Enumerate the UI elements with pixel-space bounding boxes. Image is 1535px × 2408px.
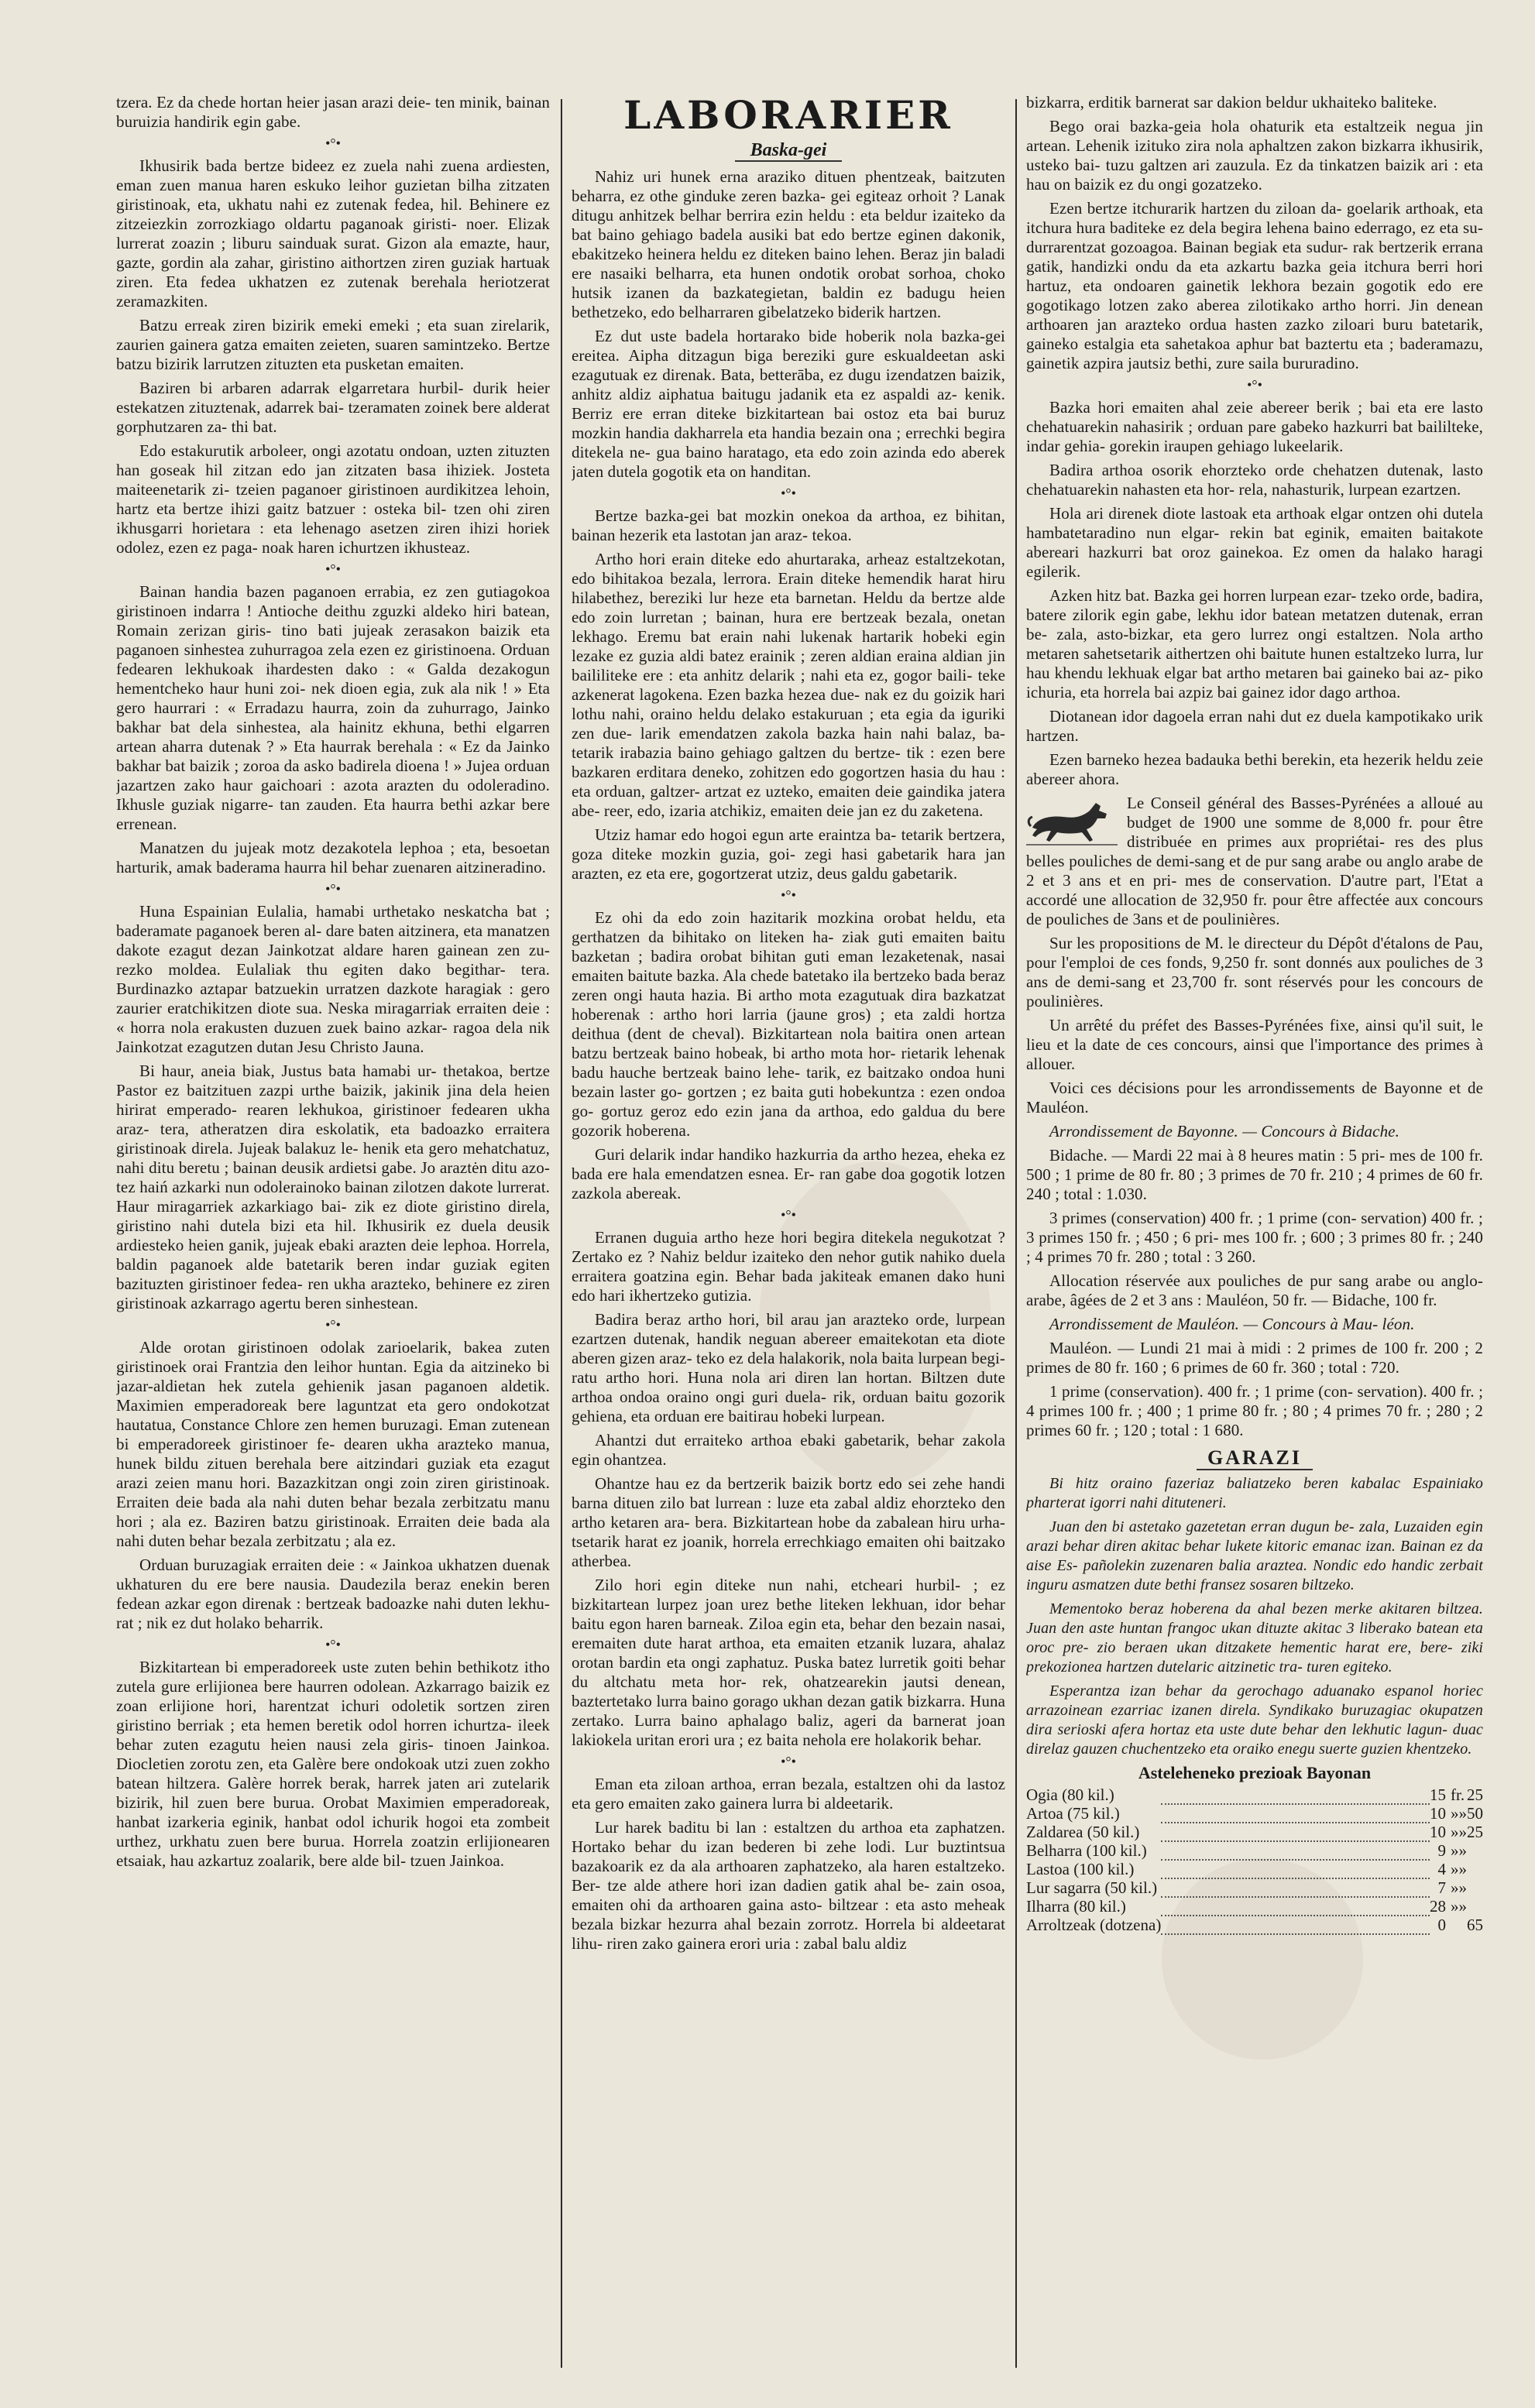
paragraph: Diotanean idor dagoela erran nahi dut ez duela kampotikako urik hartzen. xyxy=(1026,707,1483,745)
separator: •°• xyxy=(781,1754,796,1769)
price-cents xyxy=(1467,1897,1483,1916)
price-unit: fr. xyxy=(1451,1785,1465,1804)
paragraph: Orduan buruzagiak erraiten deie : « Jainkoa ukhatzen duenak ukhaturen du ere bere nausia. Daudezila beraz enekin beren fedean azkar egon direnak : bertzeak badoazke nahi duten lekhu- rat ; nik ez dut holako beharrik. xyxy=(116,1556,550,1632)
price-row xyxy=(1026,1897,1483,1916)
paragraph: Lur harek baditu bi lan : estaltzen du arthoa eta zaphatzen. Hortako behar du izan bederen bi zehe lodi. Lur buztintsua bazakoarik ez da ala arthoaren zaphatzeko, ala haren estaltzeko. Ber- tze alde athere hori izan dadien gatik ahal be- zain osoa, emaiten ohi da arthoaren gaina asto- biltzear : eta asto meheak bezala bizkar hezurra ahal bezain zorrotz. Horrela bi aldeetarat lihu- riren zako gainera erori uria : zabal balu aldiz xyxy=(572,1818,1005,1953)
price-unit: »» xyxy=(1451,1897,1467,1916)
paragraph: Juan den bi astetako gazetetan erran dugun be- zala, Luzaiden egin arazi behar diren akitac behar lukete kitoric emanac izan. Bainan ez da aise Es- pañolekin zuzenaren balia araztea. Nondic edo handic zerbait inguru asmatzen dute bethi fransez sosaren biltzeko. xyxy=(1026,1518,1483,1593)
paragraph: Ikhusirik bada bertze bideez ez zuela nahi zuena ardiesten, eman zuen manua haren eskuko leihor guzietan bilha zitzaten giristinoak, eta, ukhatu nahi ez zutenak fedea, hil. Behinere ez zitzeiezkin zorrozkiago oldartu paganoak giristi- noer. Elizak lurrerat zoazin ; liburu sainduak surat. Gizon ala emazte, haur, gazte, gordin ala zahar, giristino aithortzen ziren guziak hartuak ziren. Eta fedea ukhatzen ez zutenak berehala heriotzerat zeramazkiten. xyxy=(116,156,550,310)
price-item-name: Lastoa (100 kil.) xyxy=(1026,1860,1135,1878)
separator: •°• xyxy=(325,881,341,897)
paragraph: Hola ari direnek diote lastoak eta arthoak elgar ontzen ohi dutela hambatetaradino nun elgar- rekin bat eginik, emaiten baitakote abereari hazkurri bat oroz gainekoa. Ez omen da halako haragi egilerik. xyxy=(1026,504,1483,581)
paragraph: Azken hitz bat. Bazka gei horren lurpean ezar- tzeko orde, badira, batere zilorik egin gabe, lekhu idor batean metatzen dutenak, erran be- zala, asto-bizkar, eta gero lurrez ongi estaltzen. Nola artho metaren sahetsetarik aithertzen ohi baitute hunen estaltzeko lurra, lur hau khendu lekhuak elgar bat artho metaren bai gaineko bai az- piko ichuria, eta horrela bai azpiz bai gainez idor dago arthoa. xyxy=(1026,586,1483,701)
paragraph: Manatzen du jujeak motz dezakotela lephoa ; eta, besoetan harturik, amak baderama haurra hil behar zuenaren aitzineradino. xyxy=(116,839,550,876)
paragraph: Batzu erreak ziren bizirik emeki emeki ; eta suan zirelarik, zaurien gainera gatza emaiten zeieten, suaren samintzeko. Bertze batzu bizirik larrutzen zituzten eta pusketan emaiten. xyxy=(116,316,550,373)
price-row xyxy=(1026,1916,1483,1934)
price-item-name: Arroltzeak (dotzena) xyxy=(1026,1916,1162,1934)
leader-dots xyxy=(1161,1785,1430,1804)
article-subhead xyxy=(572,139,1005,161)
paragraph: Huna Espainian Eulalia, hamabi urthetako neskatcha bat ; baderamate paganoek beren al- dare baten aitzinera, eta manatzen dakote ezagut dezan Jainkotzat aldare haren gainean zen zu- rezko moldea. Eulaliak thu egiten dako begithar- tera. Burdinazko aztapar batzuekin urratzen dazkote haragiak : gero zaurier eratchikitzen diote sua. Neska miragarriak erraiten deie : « horra nola erakusten duzuen zuek baino azkar- ragoa dela nik Jainkotzat ezagutzen dutan Jesu Christo Jauna. xyxy=(116,902,550,1056)
price-row xyxy=(1026,1860,1483,1878)
notice-paragraph: Bidache. — Mardi 22 mai à 8 heures matin : 5 pri- mes de 100 fr. 500 ; 1 prime de 80 fr. 80 ; 3 primes de 70 fr. 210 ; 4 primes de 60 fr. 240 ; total : 1.030. xyxy=(1026,1146,1483,1203)
price-row xyxy=(1026,1878,1483,1897)
price-item-name: Lur sagarra (50 kil.) xyxy=(1026,1878,1158,1897)
price-value: 15 xyxy=(1430,1785,1446,1804)
price-value: 10 xyxy=(1430,1823,1446,1841)
paragraph: Ez dut uste badela hortarako bide hoberik nola bazka-gei ereitea. Aipha ditzagun biga bereziki gure eskualdeetan aski ezagutuak ez direnak. Bata, betterāba, ez dugu izendatzen baizik, anhitz aldiz aiphatua baitugu jadanik eta ez aspaldi az- kenik. Berriz ere erran diteke bizkitartean bai ostoz eta bai buruz mozkin handia dakharrela eta handia bezain ona ; errechki begira ditekela ne- gua baino haratago, eta edo zoin azinda edo aberek jaten dutela gogotik eta on handitan. xyxy=(572,327,1005,481)
paragraph: Bazka hori emaiten ahal zeie abereer berik ; bai eta ere lasto chehatuarekin nahasirik ; orduan pare gabeko hazkurri bat baililteke, indar gehia- gorekin iraupen gehiago lukeelarik. xyxy=(1026,398,1483,455)
column-right xyxy=(1026,93,1483,2385)
price-cents xyxy=(1467,1841,1483,1860)
price-cents xyxy=(1467,1860,1483,1878)
separator: •°• xyxy=(781,485,796,501)
leader-dots xyxy=(1161,1804,1430,1823)
separator: •°• xyxy=(781,1207,796,1223)
price-unit: »» xyxy=(1451,1823,1467,1841)
garazi-title: GARAZI xyxy=(1197,1446,1313,1470)
paragraph: Bainan handia bazen paganoen errabia, ez zen gutiagokoa giristinoen indarra ! Antioche deithu zguzki aldeko hiri batean, Romain zerizan giris- tino bati jujeak zerasakon baizik eta paganoen sinhestea zuhurragoa zela ezen ez giristinoena. Orduan fedearen lekhukoak ihardesten dako : « Galda dezakogun hementcheko haur huni zoi- nek dioen egia, zuk ala nik ! » Eta gero haurrari : « Erradazu haurra, zoin da zuhurrago, Jainko bakhar bat dela sinhestea, ala hainitz ekhuna, bethi elgarren artean aharra dutenak ? » Eta haurrak berehala : « Ez da Jainko bakhar bat baizik ; zoroa da asko badirela dioena ! » Jujea orduan jazartzen zako haur gaichoari : azota arazten du odoleradino. Ikhusle guziak nigarre- tan zauden. Eta haurra bethi azkar bere errenean. xyxy=(116,582,550,833)
paragraph: Utziz hamar edo hogoi egun arte eraintza ba- tetarik bertzera, goza diteke mozkin guzia, goi- zegi hasi gabetarik hara jan arazten, ez eta ere, gogortzerat utziz, deus galdu gabetarik. xyxy=(572,825,1005,883)
separator: •°• xyxy=(325,1637,341,1652)
horse-notice xyxy=(1026,794,1483,1440)
leader-dots xyxy=(1161,1841,1430,1860)
paragraph: Edo estakurutik arboleer, ongi azotatu ondoan, uzten zituzten han goseak hil zitzan edo jan zitzaten basa ihiziek. Josteta maiteenetarik zi- tzeien paganoer giristinoen aurdikitzea lehoin, hartz eta bertze ihizi gaitz batzuer : osteka bil- tzen ohi ziren ikhusgarri horietara : eta lehenago asetzen ziren ihizi horiek odolez, ezen ez paga- noak haren ichurtzen ikhusteaz. xyxy=(116,441,550,557)
notice-paragraph: Arrondissement de Bayonne. — Concours à Bidache. xyxy=(1049,1122,1399,1141)
notice-paragraph: 1 prime (conservation). 400 fr. ; 1 prime (con- servation). 400 fr. ; 4 primes 100 fr. ; 400 ; 1 prime 80 fr. ; 80 ; 4 primes 70 fr. ; 280 ; 2 primes 60 fr. ; 120 ; total : 1 680. xyxy=(1026,1382,1483,1439)
price-value: 0 xyxy=(1437,1916,1446,1934)
paragraph: Ohantze hau ez da bertzerik baizik bortz edo sei zehe handi barna dituen zilo bat lurrean : luze eta zabal aldiz ehorzteko den artho ketaren ara- bera. Bizkitartean hobe da zabalean hiru urha- tsetarik harat ez joanik, horrela errechkiago emaiten ohi baitzako atherbea. xyxy=(572,1474,1005,1570)
price-value: 10 xyxy=(1430,1804,1446,1823)
price-cents: 65 xyxy=(1467,1916,1483,1934)
paragraph: Mementoko beraz hoberena da ahal bezen merke akitaren biltzea. Juan den aste huntan frangoc ukan dituzte akitac 3 liberako batean eta oroc pre- zio beraen ukan ditzakete hementic harat ere, bere- ziki prekozionea hartzen dutelaric aitzinetic tra- turen egiteko. xyxy=(1026,1600,1483,1676)
price-table-title: Asteleheneko prezioak Bayonan xyxy=(1138,1763,1372,1782)
notice-paragraph: 3 primes (conservation) 400 fr. ; 1 prime (con- servation) 400 fr. ; 3 primes 150 fr. ; 450 ; 6 pri- mes 100 fr. ; 600 ; 3 primes 80 fr. ; 240 ; 4 primes 70 fr. 280 ; total : 3 260. xyxy=(1026,1209,1483,1266)
column-middle xyxy=(572,93,1005,2385)
paragraph: Ez ohi da edo zoin hazitarik mozkina orobat heldu, eta gerthatzen da bihitako on liteken ha- ziak guti emaiten baitu bazketan ; badira orobat bihitan guti eman lezaketenak, nasai emaiten baitute bazka. Ala chede batetako ila bertzeko bada beraz zeren ongi hauta hazia. Bi artho mota ezagutuak dira bazkatzat hoberenak : artho hori larria (jaune gros) ; eta zaldi hortza deithua (dent de cheval). Bizkitartean nola baitira onen artean batzu bertzeak baino hobeak, bi artho mota hor- rietarik lehenak badu hauche bertzeak baino lehe- tarik, ez baitzako ondoa huni bezain laster go- gortzen ; ez baita guti hobekuntza : ezen ondoa go- gortuz geroz edo ezin jana da arthoa, edo galdua du bere gozorik hoberena. xyxy=(572,908,1005,1140)
leader-dots xyxy=(1161,1897,1430,1916)
paragraph: Esperantza izan behar da gerochago aduanako espanol horiec arrazoinean ezarriac izanen direla. Syndikako buruzagiac okupatzen dira serioski afera hortaz eta uste dute behar den lekhutic lagun- duac direlaz gauzen chuchentzeko eta oraiko enegu suerte guzien khentzeko. xyxy=(1026,1683,1483,1758)
price-cents: 50 xyxy=(1467,1804,1483,1823)
paragraph: bizkarra, erditik barnerat sar dakion beldur ukhaiteko baliteke. xyxy=(1026,93,1437,111)
separator: •°• xyxy=(1247,377,1262,393)
price-row xyxy=(1026,1804,1483,1823)
paragraph: Artho hori erain diteke edo ahurtaraka, arheaz estaltzekotan, edo bihitakoa bezala, lerrora. Erain diteke hemendik harat hiru hilabethez, bereziki lur heze eta barnetan. Heldu da bertze alde edo zoin lurretan ; bainan, hura ere bertzeak bezala, onetan lekhago. Eremu bat erain nahi lukenak hartarik hobeki egin lezake ez guzia aldi batez erainik ; zeren aldian eraina aldian jin baililiteke ere : eta anhitz delarik ; nahi eta ez, gogor baili- teke azkenerat lagokena. Ezen bazka hezea due- nak ez du goizik hari lothu nahi, oraino heldu delako estakuruan ; eta egia da iguriki zen due- larik emendatzen zakola bazka hain nahi balaz, ba- tetarik irabazia baino gehiago galtzen du bertze- tik : ezen bere bazkaren erditara deneko, zohitzen edo gogortzen hasia du hau : eta orduan, galtzer- artzat ez uzteko, emaiten deie gaindika jatera abe- reer, edo, izaria atchikiz, emaiten deie jan ez du zaketena. xyxy=(572,550,1005,820)
garazi-heading xyxy=(1026,1446,1483,1470)
price-table-body xyxy=(1026,1785,1483,1934)
separator: •°• xyxy=(325,135,341,151)
paragraph: Nahiz uri hunek erna araziko dituen phentzeak, baitzuten beharra, ez othe ginduke zeren bazka- gei egiteaz orhoit ? Lanak ditugu anhitzek belhar berrira ezin heldu : eta beldur izaiteko da bat baino gehiago badela ausiki bat edo bertze eginen dakonik, ebakitzeko heinera heldu ez diteken baino lehen. Beraz jin baladi ere nasaiki belharra, eta hunen ondotik orobat sorhoa, choko hutsik izanen da bazkategietan, baldin ez badugu heien bethetzeko, edo belharraren gibelatzeko biderik hartzen. xyxy=(572,167,1005,321)
price-unit: »» xyxy=(1451,1860,1467,1878)
notice-paragraph: Sur les propositions de M. le directeur du Dépôt d'étalons de Pau, pour l'emploi de ces fonds, 9,250 fr. sont donnés aux pouliches de 3 ans de demi-sang et 23,700 fr. sont réservés pour les concours de poulinières. xyxy=(1026,934,1483,1010)
notice-paragraph: Le Conseil général des Basses-Pyrénées a alloué au budget de 1900 une somme de 8,000 fr. pour être distribuée en primes aux propriétai- res des plus belles pouliches de demi-sang et de pur sang arabe ou anglo arabe de 2 et 3 ans et en pri- mes de conservation. D'autre part, l'Etat a accordé une allocation de 32,950 fr. pour être affectée aux concours de pouliches de 3ans et de poulinières. xyxy=(1026,794,1483,928)
price-row xyxy=(1026,1841,1483,1860)
separator: •°• xyxy=(781,887,796,903)
price-item-name: Ogia (80 kil.) xyxy=(1026,1785,1114,1804)
price-row xyxy=(1026,1823,1483,1841)
paragraph: Bi hitz oraino fazeriaz baliatzeko beren kabalac Espainiako pharterat igorri nahi dituteneri. xyxy=(1026,1475,1483,1511)
leader-dots xyxy=(1161,1878,1430,1897)
price-unit: »» xyxy=(1451,1878,1467,1897)
paragraph: Alde orotan giristinoen odolak zarioelarik, bakea zuten giristinoek orai Frantzia den leihor huntan. Egia da aitzineko bi jazar-aldietan hek zutela gehienik jasan paganoen aldetik. Maximien emperadoreak bere laguntzat eta gero ondokotzat hautatua, Constance Chlore zen hemen buruzagi. Eman zutenean bi emperadoreek giristinoer fe- dearen ukha arazteko manua, hunek bildu zituen berehala bere aitzindari guziak eta ezagut arazi zeien manu hori. Bazazkitzan ongi zoin ziren giristinoak. Erraiten deie bada ala nahi duten behar bezala zerbitzatu manu hori ; ala ez. Baziren batzu giristinoak. Erraiten deie bada ala nahi duten behar bezala zerbitzatu ; ala ez. xyxy=(116,1338,550,1550)
notice-paragraph: Allocation réservée aux pouliches de pur sang arabe ou anglo-arabe, âgées de 2 et 3 ans : Mauléon, 50 fr. — Bidache, 100 fr. xyxy=(1026,1271,1483,1309)
paragraph: Eman eta ziloan arthoa, erran bezala, estaltzen ohi da lastoz eta gero emaiten zako gainera lurra bi aldeetarik. xyxy=(572,1775,1005,1813)
horse-icon xyxy=(1026,797,1119,848)
paragraph: Bego orai bazka-geia hola ohaturik eta estaltzeik negua jin artean. Lehenik izituko zira nola aphaltzen zakon bizkarra ikhusirik, usteko bai- tuzu galtzen ari zauzula. Ez da tinkatzen baizik ari : eta hau on baizik ez du ongi gozatzeko. xyxy=(1026,117,1483,194)
price-unit xyxy=(1451,1916,1467,1934)
leader-dots xyxy=(1161,1823,1430,1841)
paragraph: Badira arthoa osorik ehorzteko orde chehatzen dutenak, lasto chehatuarekin nahasten eta hor- rela, nahasturik, lurpean ezartzen. xyxy=(1026,461,1483,499)
column-left xyxy=(116,93,550,2385)
price-value: 9 xyxy=(1437,1841,1446,1860)
column-rule xyxy=(561,99,562,2368)
price-unit: »» xyxy=(1451,1804,1467,1823)
price-cents: 25 xyxy=(1467,1785,1483,1804)
paragraph: tzera. Ez da chede hortan heier jasan arazi deie- ten minik, bainan buruizia handirik egin gabe. xyxy=(116,93,550,131)
leader-dots xyxy=(1161,1860,1430,1878)
paragraph: Zilo hori egin diteke nun nahi, etcheari hurbil- ; ez bizkitartean lurpez joan urez bethe liteken lekhuan, idor behar baitu egon haren barneak. Ziloa egin eta, behar den bezain nasai, eremaiten dute harat arthoa, eta emaiten etzanik luzara, ahalaz orotan bardin eta ongi zaphatuz. Puska batez lurretik goiti behar du altchatu meta hor- rek, ohatzearekin jautsi denean, baztertetako lurra baino gorago ukhan dezan gatik bizkarra. Huna zertako. Lurra baino aphalago baliz, ageri da barnerat joan lakiokela uritan erori ura ; ez baita nehola ere holakorik behar. xyxy=(572,1576,1005,1749)
paragraph: Ezen bertze itchurarik hartzen du ziloan da- goelarik arthoak, eta itchura hura baditeke ez dela begira lehena baino ederrago, ez eta su- durrarentzat gozoagoa. Bainan begiak eta sudur- rak bertzerik errana gatik, handizki ondu da eta azkartu bazka geia itchura berri hori hartuz, eta ondoaren gainetik lekhora bezain gogotik edo ere gogotikago lotzen zako aberea zilotikako artho horri. Jin denean arthoaren jan araztekо ordua hasten zazko ziloari buru batetarik, gaineko estalgia eta sahetakoa aphur bat baztertu eta ; baderamazu, gainetik azpira jautsiz bethi, zure saila bururadino. xyxy=(1026,199,1483,372)
price-cents xyxy=(1467,1878,1483,1897)
garazi-article xyxy=(1026,1474,1483,1759)
price-value: 4 xyxy=(1437,1860,1446,1878)
notice-paragraph: Un arrêté du préfet des Basses-Pyrénées fixe, ainsi qu'il suit, le lieu et la date de ces concours, ainsi que l'importance des primes à allouer. xyxy=(1026,1016,1483,1073)
price-table xyxy=(1026,1764,1483,1935)
paragraph: Ahantzi dut erraiteko arthoa ebaki gabetarik, behar zakola egin ohantzea. xyxy=(572,1431,1005,1469)
paragraph: Bertze bazka-gei bat mozkin onekoa da arthoa, ez bihitan, bainan hezerik eta lastotan jan araz- tekoa. xyxy=(572,506,1005,544)
separator: •°• xyxy=(325,1317,341,1333)
leader-dots xyxy=(1161,1916,1430,1934)
price-item-name: Zaldarea (50 kil.) xyxy=(1026,1823,1140,1841)
notice-paragraph: Mauléon. — Lundi 21 mai à midi : 2 primes de 100 fr. 200 ; 2 primes de 80 fr. 160 ; 6 primes de 60 fr. 360 ; total : 720. xyxy=(1026,1339,1483,1377)
notice-paragraph: Voici ces décisions pour les arrondissements de Bayonne et de Mauléon. xyxy=(1026,1079,1483,1117)
notice-paragraph: Arrondissement de Mauléon. — Concours à Mau- léon. xyxy=(1049,1315,1415,1333)
separator: •°• xyxy=(325,561,341,577)
price-value: 7 xyxy=(1437,1878,1446,1897)
price-value: 28 xyxy=(1430,1897,1446,1916)
paragraph: Ezen barneko hezea badauka bethi berekin, eta hezerik heldu zeie abereer ahora. xyxy=(1026,750,1483,788)
subhead-text: Baska-gei xyxy=(735,140,843,162)
price-item-name: Artoa (75 kil.) xyxy=(1026,1804,1120,1823)
paragraph: Badira beraz artho hori, bil arau jan arazteko orde, lurpean ezartzen dutenak, handik neguan abereer emaitekotan eta diote aberen gizen araz- teko ez dela halakorik, nola baita lurpean begi- ratu artho hori. Huna nola ari diren lan hortan. Biltzen dute arthoa ondoa oraino ongi guri duela- rik, orduan baitu gozorik gehiena, eta orduan ere baitirau hobeki lurpean. xyxy=(572,1310,1005,1425)
price-cents: 25 xyxy=(1467,1823,1483,1841)
paragraph: Guri delarik indar handiko hazkurria da artho hezea, eheka ez bada ere hala emendatzen esnea. Er- ran gabe doa gogotik lotzen zazkola abereak. xyxy=(572,1145,1005,1202)
section-masthead: LABORARIER xyxy=(623,93,953,138)
price-item-name: Ilharra (80 kil.) xyxy=(1026,1897,1126,1916)
paragraph: Bi haur, aneia biak, Justus bata hamabi ur- thetakoa, bertze Pastor ez baitzituen zazpi urthe baizik, jakinik jina dela heien hirirat emperado- rearen lekhukoa, giristinoer fedearen ukha araz- tera, atheratzen dira eskolatik, eta badoazko erraitera giristinoak direla. Jujeak balakuz le- henik eta gero mehatchatuz, nahi ditu beretu ; bainan deusik ardietsi gabe. Jo araztėn ditu azo- tez haiń azkarki nun odolerainoko bainan zilotzen dakote lurrerat. Haur miragarriek azkarkiago bai- zik ez diote giristino direla, giristino nahi dutela bizi eta hil. Ikhusirik ez duela deusik ardiesteko heien ganik, jujeak ebaki arazten deie lephoa. Horrela, baldin paganoek alde batetarik beren indar guziak egiten bazituzten giristinoer fedea- ren ukha arazteko, behinere ez ziren giristinoak azkarrago agertu beren sinhestean. xyxy=(116,1062,550,1312)
price-row xyxy=(1026,1785,1483,1804)
paragraph: Bizkitartean bi emperadoreek uste zuten behin bethikotz itho zutela gure erlijionea bere haurren odolean. Azkarrago baizik ez zoan erlijione hori, harentzat ichuri odoletik sortzen ziren giristino berriak ; eta hemen beretik odol horren ichurtza- ileek behar zuten ezagutu heien nausi zela giris- tinoen Jainkoa. Diocletien zorotu zen, eta Galère bere ondokoak utzi zuen zokho batean hiltzera. Galère horrek berak, harrek jaten ari zutelarik bizirik, hil zuen bere burua. Orobat Maximien emperadoreak, hanbat izarkeria eginik, hanbat odol ichurik hogoi eta zombeit urthez, urkhatu zuen bere burua. Horrela zoatzin erlijionearen etsaiak, hau azkartuz zoalarik, bere alde bil- tzuen Jainkoa. xyxy=(116,1658,550,1870)
paragraph: Baziren bi arbaren adarrak elgarretara hurbil- durik heier estekatzen zituztenak, adarrek bai- tzeramaten zoinek bere alderat gorphutzaren za- thi bat. xyxy=(116,379,550,436)
price-unit: »» xyxy=(1451,1841,1467,1860)
price-item-name: Belharra (100 kil.) xyxy=(1026,1841,1147,1860)
paragraph: Erranen duguia artho heze hori begira ditekela negukotzat ? Zertako ez ? Nahiz beldur izaiteko den nehor gutik nahiko duela erraitera goatzina egin. Behar bada jakiteak emanen dako huni edo hari ikhertzeko gutizia. xyxy=(572,1228,1005,1305)
column-rule xyxy=(1015,99,1017,2368)
